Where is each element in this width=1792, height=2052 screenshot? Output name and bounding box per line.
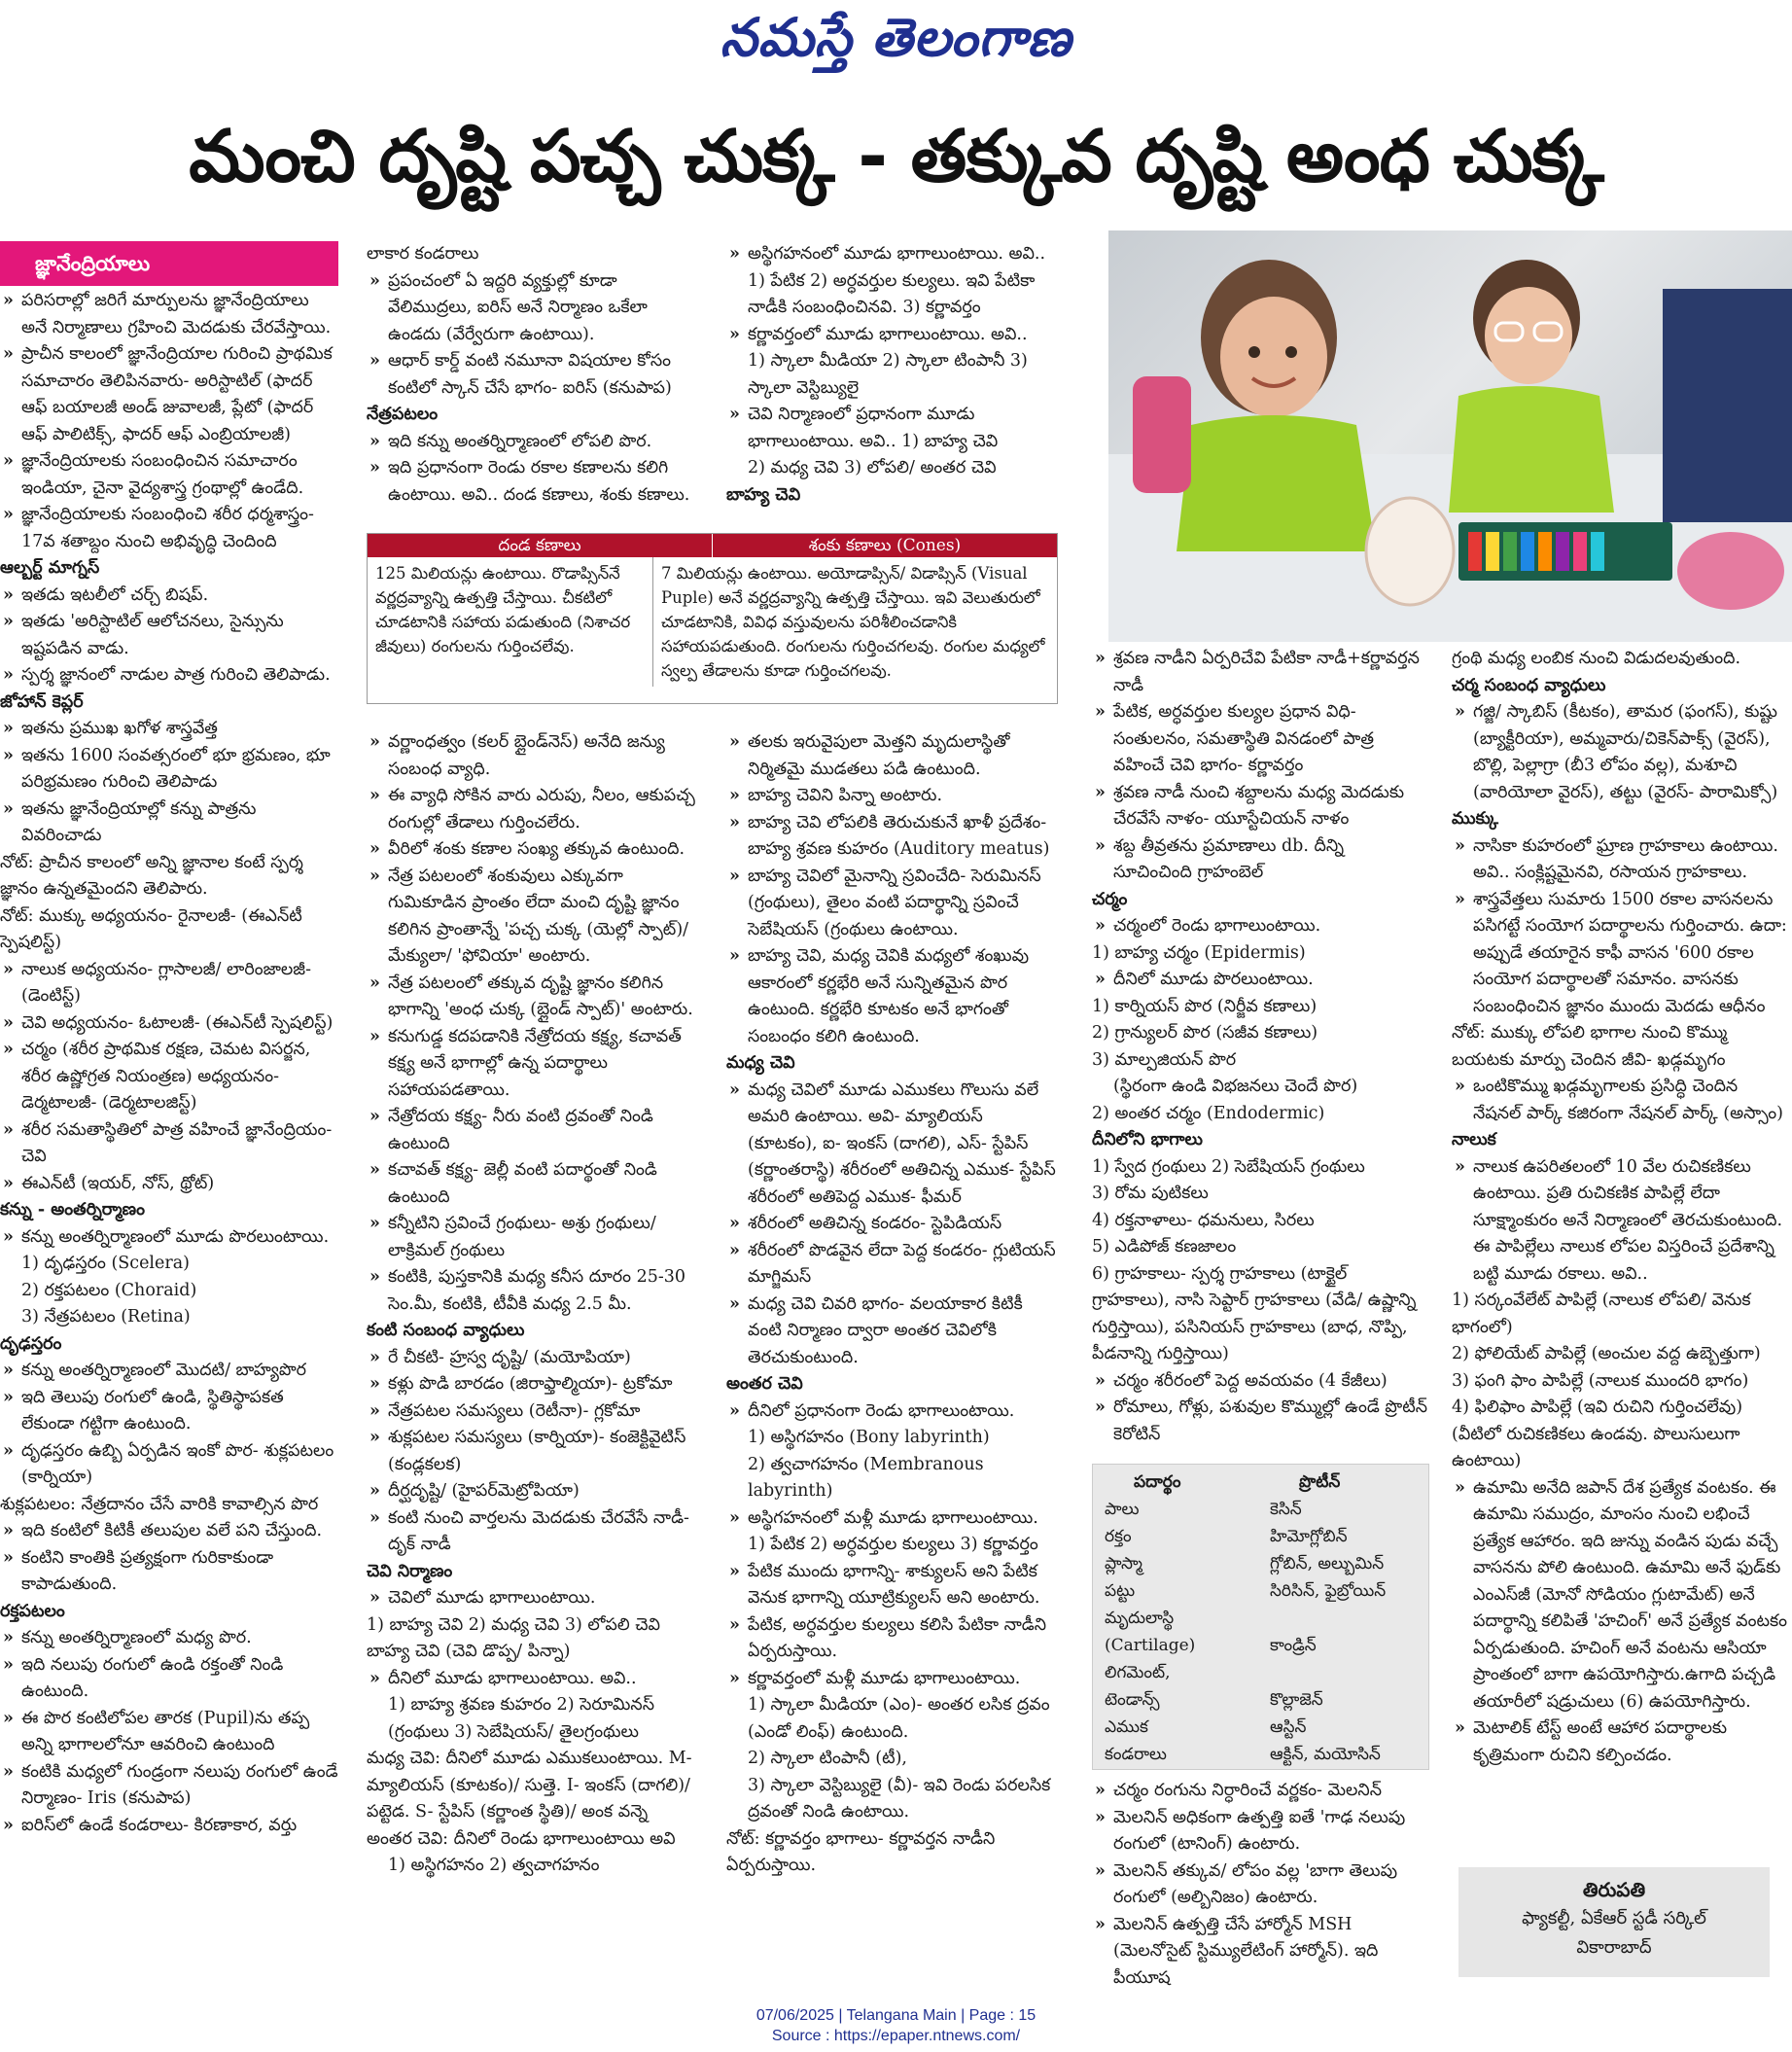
bullet-item: » మెలనిన్ ఉత్పత్తి చేసే హార్మోన్ MSH (మెలనోసైట్ స్టిమ్యులేటింగ్ హార్మోన్). ఇది పీయూష [1092,1912,1427,1993]
bullet-item: » ప్రాచీన కాలంలో జ్ఞానేంద్రియాల గురించి ప్రాథమిక సమాచారం తెలిపినవారు- అరిస్టాటిల్ (ఫాదర్ ఆఫ్ బయాలజీ అండ్ జువాలజీ, ప్లేటో (ఫాదర్ ఆఫ్ పాలిటిక్స్, ఫాదర్ ఆఫ్ ఎంబ్రియాలజీ) [0,341,338,448]
text-line: 2) స్కాలా టింపానీ (టీ), [748,1749,907,1768]
text-line: 2) ఫోలియేట్ పాపిల్లే (అంచుల వద్ద ఉబ్బెత్తుగా) [1452,1344,1761,1363]
author-affiliation: ఫ్యాకల్టీ, ఏకేఆర్ స్టడీ సర్కిల్ [1522,1908,1706,1928]
text-line: 1) స్వేద గ్రంథులు 2) సెబేషియస్ గ్రంథులు [1092,1156,1365,1177]
text-line: 2) త్వచాగహనం (Membranous labyrinth) [748,1454,984,1501]
table-cell-protein: కెసిన్ [1270,1500,1302,1519]
table-cell-substance: పట్టు [1105,1581,1136,1601]
bullet-item: » చెవిలో మూడు భాగాలుంటాయి. [367,1585,700,1612]
bullet-item: » కచావత్ కక్ష్య- జెల్లీ వంటి పదార్థంతో నిండి ఉంటుంది [367,1157,700,1211]
table-header-substance: పదార్థం [1134,1472,1181,1492]
author-name: తిరుపతి [1582,1878,1646,1901]
bullet-item: » కన్నీటిని స్రవించే గ్రంథులు- అశ్రు గ్రంథులు/ లాక్రిమల్ గ్రంథులు [367,1211,700,1264]
column-5 [1452,646,1787,1769]
table-row [1105,1523,1417,1550]
protein-table [1092,1464,1429,1770]
bullet-item: » కర్ణావర్తంలో మూడు భాగాలుంటాయి. అవి.. [726,322,1057,349]
bullet-item: » ఆధార్ కార్డ్ వంటి నమూనా విషయాల కోసం కంటిలో స్కాన్ చేసే భాగం- ఐరిస్ (కనుపాప) [367,348,700,402]
table-cell-substance: పాలు [1105,1500,1140,1519]
section-heading: బాహ్య చెవి [726,484,801,505]
bullet-item: » వీరిలో శంకు కణాల సంఖ్య తక్కువ ఉంటుంది. [367,836,700,864]
section-heading: దీనిలోని భాగాలు [1092,1130,1203,1150]
column-3-bottom [726,729,1057,1880]
text-line: 4) ఫిలిఫాం పాపిల్లే (ఇవి రుచిని గుర్తించలేవు) (వీటిలో రుచికణికలు ఉండవు. పొలుసులుగా ఉంటాయి) [1452,1397,1743,1470]
bullet-item: » అస్థిగహనంలో మూడు భాగాలుంటాయి. అవి.. 1) పేటిక 2) అర్ధవర్తుల కుల్యలు. ఇవి పేటికా నాడీకి సంబంధించినవి. 3) కర్ణావర్తం [726,241,1057,322]
table-row [1105,1686,1417,1714]
bullet-item: » మధ్య చెవిలో మూడు ఎముకలు గొలుసు వలే అమరి ఉంటాయి. అవి- మ్యాలియస్ (కూటకం), ఐ- ఇంకస్ (దాగలి), ఎస్- స్టేపిస్ (కర్ణాంతరాస్థి) శరీరంలో అతిచిన్న ఎముక- స్టేపిస్ శరీరంలో అతిపెద్ద ఎముక- ఫీమర్ [726,1078,1057,1212]
table-row [1105,1659,1417,1686]
bullet-item: » చెవి అధ్యయనం- ఓటాలజీ- (ఈఎన్‌టీ స్పెషలిస్ట్) [0,1010,338,1038]
section-banner: జ్ఞానేంద్రియాలు [0,241,338,286]
column-3-top [726,241,1057,509]
bullet-item: » దీనిలో మూడు పొరలుంటాయి. [1092,967,1427,994]
bullet-item: » నేత్ర పటలంలో శంకువులు ఎక్కువగా గుమికూడిన ప్రాంతం లేదా మంచి దృష్టి జ్ఞానం కలిగిన ప్రాంతాన్నే 'పచ్చ చుక్క (యెల్లో స్పాట్)/ మేక్యులా/ 'ఫోవియా' అంటారు. [367,864,700,971]
bullet-item: » ఇది తెలుపు రంగులో ఉండి, స్థితిస్థాపకత లేకుండా గట్టిగా ఉంటుంది. [0,1385,338,1438]
bullet-item: » ఇతను 1600 సంవత్సరంలో భూ భ్రమణం, భూ పరిభ్రమణం గురించి తెలిపాడు [0,743,338,796]
bullet-item: » ఈ పొర కంటిలోపల తారక (Pupil)ను తప్ప అన్ని భాగాలలోనూ ఆవరించి ఉంటుంది [0,1706,338,1759]
section-heading: మధ్య చెవి [726,1053,795,1073]
bullet-item: » చర్మం (శరీర ప్రాథమిక రక్షణ, చెమట విసర్జన, శరీర ఉష్ణోగ్రత నియంత్రణ) అధ్యయనం- డెర్మటాలజీ- (డెర్మటాలజిస్ట్) [0,1037,338,1117]
text-line: గ్రంథి మధ్య లంబిక నుంచి విడుదలవుతుంది. [1452,649,1741,668]
text-line: 3) స్కాలా వెస్టిబ్యులై (వీ)- ఇవి రెండు పరలసిక ద్రవంతో నిండి ఉంటాయి. [748,1775,1051,1822]
text-line: మధ్య చెవి: దీనిలో మూడు ఎముకలుంటాయి. M- మ్యాలియస్ (కూటకం)/ సుత్తె. I- ఇంకస్ (దాగలి)/ పట్టెడ. S- స్టేపిస్ (కర్ణాంత స్థితి)/ అంక వన్నె [367,1749,692,1822]
bullet-item: » జ్ఞానేంద్రియాలకు సంబంధించి శరీర ధర్మశాస్త్రం- 17వ శతాబ్దం నుంచి అభివృద్ధి చెందింది [0,502,338,555]
text-line: 2) అంతర చర్మం (Endodermic) [1092,1103,1325,1123]
text-line: 3) నేత్రపటలం (Retina) [21,1307,191,1327]
bullet-item: » శరీరంలో అతిచిన్న కండరం- స్టెపిడియస్ [726,1211,1057,1238]
column-4 [1092,646,1427,1448]
footer-date-page: 07/06/2025 | Telangana Main | Page : 15 [755,2007,1037,2024]
bullet-item: » మెటాలిక్ టేస్ట్ అంటే ఆహార పదార్థాలకు కృత్రిమంగా రుచిని కల్పించడం. [1452,1716,1787,1769]
headline: మంచి దృష్టి పచ్చ చుక్క - తక్కువ దృష్టి అంధ చుక్క [189,115,1603,198]
text-line: 4) రక్తనాళాలు- ధమనులు, సిరలు [1092,1210,1315,1230]
table-cell-protein: గ్లోబిన్, అల్బుమిన్ [1270,1554,1385,1574]
text-line: 3) మాల్పజియన్ పొర [1092,1049,1237,1070]
table-row [1105,1632,1417,1659]
table-cell-substance: ఎముక [1105,1717,1148,1737]
text-line: 2) గ్రాన్యులర్ పొర (సజీవ కణాలు) [1092,1023,1318,1043]
bullet-item: » ఇతడు 'అరిస్టాటిల్ ఆలోచనలు, సైన్సును ఇష్టపడిన వాడు. [0,609,338,662]
column-1 [0,241,338,1839]
text-line: 3) రోమ పుటికలు [1092,1184,1209,1203]
column-2-top [367,241,700,509]
bullet-item: » కన్ను అంతర్నిర్మాణంలో మధ్య పొర. [0,1625,338,1652]
table-row [1105,1714,1417,1741]
text-line: లాకార కండరాలు [367,244,479,264]
bullet-item: » ఈ వ్యాధి సోకిన వారు ఎరుపు, నీలం, ఆకుపచ్చ రంగుల్లో తేడాలు గుర్తించలేరు. [367,783,700,836]
table-cell-protein: హిమోగ్లోబిన్ [1270,1527,1348,1546]
bullet-item: » నాలుక అధ్యయనం- గ్లాసాలజీ/ లారింజాలజీ- (డెంటిస్ట్) [0,957,338,1010]
section-heading: కంటి సంబంధ వ్యాధులు [367,1321,525,1340]
bullet-item: » నేత్రపటల సమస్యలు (రెటీనా)- గ్లకోమా [367,1398,700,1426]
text-line: 1) అస్థిగహనం 2) త్వచాగహనం [388,1856,600,1875]
table-cell-substance: (Cartilage) [1105,1636,1196,1655]
rods-header: దండ కణాలు [498,536,581,555]
bullet-item: » మెలనిన్ అధికంగా ఉత్పత్తి ఐతే 'గాఢ నలుపు రంగులో (టానింగ్) ఉంటారు. [1092,1805,1427,1858]
text-line: 1) బాహ్య చెవి 2) మధ్య చెవి 3) లోపలి చెవి బాహ్య చెవి (చెవి డొప్ప/ పిన్నా) [367,1614,660,1661]
masthead: నమస్తే తెలంగాణ [720,6,1072,68]
bullet-item: » అస్థిగహనంలో మళ్లీ మూడు భాగాలుంటాయి. [726,1505,1057,1533]
bullet-item: » ఇది కంటిలో కిటికీ తలుపుల వలే పని చేస్తుంది. [0,1518,338,1545]
bullet-item: » ఇతడు ఇటలీలో చర్చ్ బిషప్. [0,583,338,610]
text-line: నోట్: ముక్కు లోపలి భాగాల నుంచి కొమ్ము బయటకు మార్పు చెందిన జీవి- ఖడ్గమృగం [1452,1023,1728,1070]
text-line: 1) దృఢస్తరం (Scelera) [21,1254,191,1273]
bullet-item: » మధ్య చెవి చివరి భాగం- వలయాకార కిటికీ వంటి నిర్మాణం ద్వారా అంతర చెవిలోకి తెరచుకుంటుంది. [726,1291,1057,1372]
footer-source: Source : https://epaper.ntnews.com/ [771,2028,1021,2044]
column-4-bottom [1092,1778,1427,1992]
bullet-item: » స్పర్శ జ్ఞానంలో నాడుల పాత్ర గురించి తెలిపాడు. [0,662,338,690]
bullet-item: » శరీరంలో పొడవైన లేదా పెద్ద కండరం- గ్లుటియస్ మాగ్జిమస్ [726,1238,1057,1291]
bullet-item: » కన్ను అంతర్నిర్మాణంలో మొదటి/ బాహ్యపొర [0,1358,338,1385]
bullet-item: » శుక్లపటల సమస్యలు (కార్నియా)- కంజెక్టివైటిస్ (కండ్లకలక) [367,1425,700,1478]
table-row [1105,1741,1417,1768]
bullet-item: » ప్రపంచంలో ఏ ఇద్దరి వ్యక్తుల్లో కూడా వేలిముద్రలు, ఐరిస్ అనే నిర్మాణం ఒకేలా ఉండదు (వేర్వేరుగా ఉంటాయి). [367,268,700,349]
bullet-item: » చర్మం రంగును నిర్ధారించే వర్ణకం- మెలనిన్ [1092,1778,1427,1805]
bullet-item: » కంటికి, పుస్తకానికి మధ్య కనీస దూరం 25-30 సెం.మీ, కంటికి, టీవీకి మధ్య 2.5 మీ. [367,1264,700,1318]
section-heading: చర్మ సంబంధ వ్యాధులు [1452,675,1606,695]
bullet-item: » కన్ను అంతర్నిర్మాణంలో మూడు పొరలుంటాయి. [0,1224,338,1252]
text-line: 1) స్కాలా మీడియా 2) స్కాలా టింపానీ 3) స్కాలా వెస్టిబ్యులై [748,351,1028,398]
bullet-item: » నాసికా కుహరంలో ఘ్రాణ గ్రాహకాలు ఉంటాయి. అవి.. సంక్లిష్టమైనవి, రసాయన గ్రాహకాలు. [1452,833,1787,887]
section-heading: ముక్కు [1452,809,1498,829]
bullet-item: » ఉమామి అనేది జపాన్ దేశ ప్రత్యేక వంటకం. ఈ ఉమామి సముద్రం, మాంసం నుంచి లభించే ప్రత్యేక ఆహారం. ఇది జున్ను వండిన పుడు వచ్చే వాసనను పోలి ఉంటుంది. ఉమామి అనే ఫుడ్‌కు ఎంఎస్‌జీ (మోనో సోడియం గ్లుటామేట్) అనే పదార్థాన్ని కలిపితే 'హచింగ్' అనే ప్రత్యేక వంటకం ఏర్పడుతుంది. హచింగ్ అనే వంటను ఆసియా ప్రాంతంలో బాగా ఉపయోగిస్తారు.ఉగాది పచ్చడి తయారీలో షడ్రుచులు (6) ఉపయోగిస్తారు. [1452,1475,1787,1716]
text-line: 1) బాహ్య చర్మం (Epidermis) [1092,942,1306,963]
bullet-item: » ఇది కన్ను అంతర్నిర్మాణంలో లోపలి పొర. [367,429,700,456]
bullet-item: » ఒంటికొమ్ము ఖడ్గమృగాలకు ప్రసిద్ధి చెందిన నేషనల్ పార్క్ కజిరంగా నేషనల్ పార్క్ (అస్సాం) [1452,1074,1787,1127]
bullet-item: » కంటి నుంచి వార్తలను మెదడుకు చేరవేసే నాడీ- దృక్ నాడీ [367,1505,700,1559]
rods-text: 125 మిలియన్లు ఉంటాయి. రొడాప్సిన్‌నే వర్ణద్రవ్యాన్ని ఉత్పత్తి చేస్తాయి. చీకటిలో చూడటానికి సహాయ పడుతుంది (నిశాచర జీవులు) రంగులను గుర్తించలేవు. [368,557,653,687]
bullet-item: » బాహ్య చెవిలో మైనాన్ని స్రవించేది- సెరుమినస్ (గ్రంథులు), తైలం వంటి పదార్థాన్ని స్రవించే సెబేషియస్ (గ్రంథులు ఉంటాయి. [726,864,1057,944]
rods-cones-table [367,533,1058,704]
section-heading: రక్తపటలం [0,1601,65,1621]
author-location: వికారాబాద్ [1576,1937,1652,1958]
section-heading: నాలుక [1452,1130,1496,1150]
table-cell-substance: మృదులాస్థి [1105,1609,1175,1628]
text-line: 1) సర్కంవేలేట్ పాపిల్లే (నాలుక లోపలి/ వెనుక భాగంలో) [1452,1291,1751,1337]
table-cell-protein: కాండ్రిన్ [1270,1636,1317,1655]
bullet-item: » శరీర సమతాస్థితిలో పాత్ర వహించే జ్ఞానేంద్రియం- చెవి [0,1117,338,1171]
bullet-item: » పరిసరాల్లో జరిగే మార్పులను జ్ఞానేంద్రియాలు అనే నిర్మాణాలు గ్రహించి మెదడుకు చేరవేస్తాయి. [0,288,338,341]
text-line: నోట్: ముక్కు అధ్యయనం- రైనాలజీ- (ఈఎన్‌టీ స్పెషలిస్ట్) [0,905,302,952]
column-2-bottom [367,729,700,1880]
bullet-item: » పేటిక, అర్ధవర్తుల కుల్యల ప్రధాన విధి- సంతులనం, సమతాస్థితి వినడంలో పాత్ర వహించే చెవి భాగం- కర్ణావర్తం [1092,699,1427,780]
table-cell-protein: సిరిసిన్, ఫైబ్రోయిన్ [1270,1581,1387,1601]
table-cell-substance: టెండాన్స్ [1105,1690,1160,1710]
bullet-item: » నాలుక ఉపరితలంలో 10 వేల రుచికణికలు ఉంటాయి. ప్రతి రుచికణిక పాపిల్లే లేదా సూక్ష్మాంకురం అనే నిర్మాణంలో తెరచుకుంటుంది. ఈ పాపిల్లేలు నాలుక లోపల విస్తరించే ప్రదేశాన్ని బట్టి మూడు రకాలు. అవి.. [1452,1154,1787,1289]
bullet-item: » శబ్ద తీవ్రతను ప్రమాణాలు db. దీన్ని సూచించింది గ్రాహంబెల్ [1092,833,1427,887]
table-cell-protein: కొల్లాజెన్ [1270,1690,1323,1710]
table-cell-substance: రక్తం [1105,1527,1132,1546]
table-header-protein: ప్రొటీన్ [1299,1472,1341,1492]
bullet-item: » కళ్లు పొడి బారడం (జిరాఫ్తాల్మియా)- ట్రకోమా [367,1371,700,1398]
text-line: 2) రక్తపటలం (Choraid) [21,1280,197,1300]
bullet-item: » తలకు ఇరువైపులా మెత్తని మృదులాస్థితో నిర్మితమై ముడతలు పడి ఉంటుంది. [726,729,1057,783]
bullet-item: » ఇది ప్రధానంగా రెండు రకాల కణాలను కలిగి ఉంటాయి. అవి.. దండ కణాలు, శంకు కణాలు. [367,455,700,509]
bullet-item: » బాహ్య చెవి లోపలికి తెరుచుకునే ఖాళీ ప్రదేశం- బాహ్య శ్రవణ కుహరం (Auditory meatus) [726,810,1057,864]
section-heading: నేత్రపటలం [367,405,439,424]
section-heading: అంతర చెవి [726,1374,803,1394]
text-line: అంతర చెవి: దీనిలో రెండు భాగాలుంటాయి అవి [367,1828,676,1849]
bullet-item: » కనుగుడ్డ కదపడానికి నేత్రోదయ కక్ష్య, కచావత్ కక్ష్య అనే భాగాల్లో ఉన్న పదార్థాలు సహాయపడతాయి. [367,1024,700,1105]
footer [0,2005,1792,2046]
author-box [1458,1867,1770,1977]
text-line: నోట్: ప్రాచీన కాలంలో అన్ని జ్ఞానాల కంటే స్పర్శ జ్ఞానం ఉన్నతమైందని తెలిపారు. [0,852,303,899]
bullet-item: » ఇతను ప్రముఖ ఖగోళ శాస్త్రవేత్త [0,716,338,743]
cones-header: శంకు కణాలు (Cones) [712,534,1057,557]
table-row [1105,1577,1417,1605]
text-line: 1) బాహ్య శ్రవణ కుహరం 2) సెరూమినస్ (గ్రంథులు 3) సెబేషియస్/ తైలగ్రంథులు [388,1695,654,1742]
text-line: నోట్: కర్ణావర్తం భాగాలు- కర్ణావర్తన నాడీని ఏర్పరుస్తాయి. [726,1828,996,1875]
section-heading: చర్మం [1092,889,1128,909]
cones-text: 7 మిలియన్లు ఉంటాయి. అయోడాప్సిన్/ విడాప్సిన్ (Visual Puple) అనే వర్ణద్రవ్యాన్ని ఉత్పత్తి చేస్తాయి. ఇవి వెలుతురులో చూడటానికి, వివిధ వస్తువులను పరిశీలించడానికి సహాయపడుతుంది. రంగులను గుర్తించగలవు. రంగుల మధ్యలో స్వల్ప తేడాలను కూడా గుర్తించగలవు. [661,564,1045,680]
bullet-item: » రే చీకటి- హ్రస్వ దృష్టి/ (మయోపియా) [367,1345,700,1372]
bullet-item: » గజ్జి/ స్కాబిస్ (కీటకం), తామర (ఫంగస్), కుష్టు (బ్యాక్టీరియా), అమ్మవారు/చికెన్‌పాక్స్ (వైరస్), బొల్లి, పెల్లాగ్రా (బీ3 లోపం వల్ల), మశూచి (వారియోలా వైరస్), తట్టు (వైరస్- పారామిక్సో) [1452,699,1787,806]
bullet-item: » బాహ్య చెవి, మధ్య చెవికి మధ్యలో శంఖువు ఆకారంలో కర్ణభేరి అనే సున్నితమైన పొర ఉంటుంది. కర్ణభేరి కూటకం అనే భాగంతో సంబంధం కలిగి ఉంటుంది. [726,943,1057,1050]
text-line: 1) కార్నియస్ పొర (నిర్జీవ కణాలు) [1092,996,1318,1016]
bullet-item: » శ్రవణ నాడీని ఏర్పరిచేవి పేటికా నాడీ+కర్ణావర్తన నాడీ [1092,646,1427,699]
section-heading: జోహాన్ కెప్లర్ [0,691,84,712]
bullet-item: » బాహ్య చెవిని పిన్నా అంటారు. [726,783,1057,810]
text-line: 6) గ్రాహకాలు- స్పర్శ గ్రాహకాలు (టాక్టైల్ గ్రాహకాలు), నాసి సెప్టార్ గ్రాహకాలు (వేడి/ ఉష్ణాన్ని గుర్తిస్తాయి), పసినియస్ గ్రాహకాలు (బాధ, నొప్పి, పీడనాన్ని గుర్తిస్తాయి) [1092,1263,1417,1363]
text-line: 3) ఫంగి ఫాం పాపిల్లే (నాలుక ముందరి భాగం) [1452,1370,1749,1391]
section-heading: చెవి నిర్మాణం [367,1561,453,1581]
bullet-item: » కంటిని కాంతికి ప్రత్యక్షంగా గురికాకుండా కాపాడుతుంది. [0,1545,338,1599]
bullet-item: » వర్ణాంధత్వం (కలర్ బ్లైండ్‌నెస్) అనేది జన్యు సంబంధ వ్యాధి. [367,729,700,783]
students-photo [1108,230,1792,642]
bullet-item: » జ్ఞానేంద్రియాలకు సంబంధించిన సమాచారం ఇండియా, చైనా వైద్యశాస్త్ర గ్రంథాల్లో ఉండేది. [0,448,338,502]
text-line: 1) అస్థిగహనం (Bony labyrinth) [748,1428,990,1447]
bullet-item: » నేత్ర పటలంలో తక్కువ దృష్టి జ్ఞానం కలిగిన భాగాన్ని 'అంధ చుక్క (బ్లైండ్ స్పాట్)' అంటారు. [367,971,700,1024]
text-line: శుక్లపటలం: నేత్రదానం చేసే వారికి కావాల్సిన పొర [0,1494,319,1514]
section-heading: ఆల్బర్ట్ మాగ్నస్ [0,558,100,578]
bullet-item: » దీనిలో ప్రధానంగా రెండు భాగాలుంటాయి. [726,1398,1057,1426]
text-line: 1) స్కాలా మీడియా (ఎం)- అంతర లసిక ద్రవం (ఎండో లింఫ్) ఉంటుంది. [748,1695,1050,1742]
table-cell-protein: ఆక్టిన్, మయోసిన్ [1270,1745,1381,1764]
text-line: (స్థిరంగా ఉండి విభజనలు చెందే పొర) [1113,1077,1358,1096]
bullet-item: » శ్రవణ నాడీ నుంచి శబ్దాలను మధ్య మెదడుకు చేరవేసే నాళం- యూస్టేచియన్ నాళం [1092,780,1427,833]
bullet-item: » చెవి నిర్మాణంలో ప్రధానంగా మూడు భాగాలుంటాయి. అవి.. 1) బాహ్య చెవి [726,402,1057,455]
table-row [1105,1496,1417,1523]
bullet-item: » ఇది నలుపు రంగులో ఉండి రక్తంతో నిండి ఉంటుంది. [0,1652,338,1706]
text-line: 5) ఎడిపోజ్ కణజాలం [1092,1237,1237,1256]
bullet-item: » నేత్రోదయ కక్ష్య- నీరు వంటి ద్రవంతో నిండి ఉంటుంది [367,1104,700,1157]
bullet-item: » దృఢస్తరం ఉబ్బి ఏర్పడిన ఇంకో పొర- శుక్లపటలం (కార్నియా) [0,1438,338,1492]
bullet-item: » దీనిలో మూడు భాగాలుంటాయి. అవి.. [367,1666,700,1693]
table-cell-substance: కండరాలు [1105,1745,1167,1764]
bullet-item: » చర్మంలో రెండు భాగాలుంటాయి. [1092,913,1427,940]
table-row [1105,1550,1417,1577]
bullet-item: » ఇతను జ్ఞానేంద్రియాల్లో కన్ను పాత్రను వివరించాడు [0,796,338,850]
bullet-item: » ఐరిస్‌లో ఉండే కండరాలు- కిరణాకార, వర్తు [0,1813,338,1840]
bullet-item: » కర్ణావర్తంలో మళ్లీ మూడు భాగాలుంటాయి. [726,1666,1057,1693]
bullet-item: » శాస్త్రవేత్తలు సుమారు 1500 రకాల వాసనలను పసిగట్టే సంయోగ పదార్థాలను గుర్తించారు. ఉదా: అప్పుడే తయారైన కాఫీ వాసన '600 రకాల సంయోగ పదార్థాలతో సమానం. వాసనకు సంబంధించిన జ్ఞానం ముందు మెదడు ఆధీనం [1452,887,1787,1021]
bullet-item: » దీర్ఘదృష్టి/ (హైపర్‌మెట్రోపియా) [367,1478,700,1505]
section-heading: దృఢస్తరం [0,1333,62,1354]
bullet-item: » కంటికి మధ్యలో గుండ్రంగా నలుపు రంగులో ఉండే నిర్మాణం- Iris (కనుపాప) [0,1759,338,1813]
table-cell-protein: ఆస్టిన్ [1270,1717,1307,1737]
bullet-item: » చర్మం శరీరంలో పెద్ద అవయవం (4 కేజీలు) [1092,1368,1427,1396]
section-heading: కన్ను - అంతర్నిర్మాణం [0,1200,145,1220]
bullet-item: » మెలనిన్ తక్కువ/ లోపం వల్ల 'బాగా తెలుపు రంగులో (అల్బినిజం) ఉంటారు. [1092,1858,1427,1912]
bullet-item: » రోమాలు, గోళ్లు, పశువుల కొమ్ముల్లో ఉండే ప్రొటీన్ కెరోటిన్ [1092,1395,1427,1448]
bullet-item: » పేటిక, అర్ధవర్తుల కుల్యలు కలిసి పేటికా నాడీని ఏర్పరుస్తాయి. [726,1612,1057,1666]
bullet-item: » పేటిక ముందు భాగాన్ని- శాక్యులస్ అని పేటిక వెనుక భాగాన్ని యూట్రిక్యులస్ అని అంటారు. [726,1559,1057,1612]
table-row [1105,1605,1417,1632]
text-line: 1) పేటిక 2) అర్ధవర్తుల కుల్యలు 3) కర్ణావర్తం [748,1535,1038,1554]
table-cell-substance: లిగమెంట్, [1105,1663,1171,1682]
table-cell-substance: ప్లాస్మా [1105,1554,1142,1574]
bullet-item: » ఈఎన్‌టీ (ఇయర్, నోస్, థ్రోట్) [0,1171,338,1198]
text-line: 2) మధ్య చెవి 3) లోపలి/ అంతర చెవి [748,458,997,478]
